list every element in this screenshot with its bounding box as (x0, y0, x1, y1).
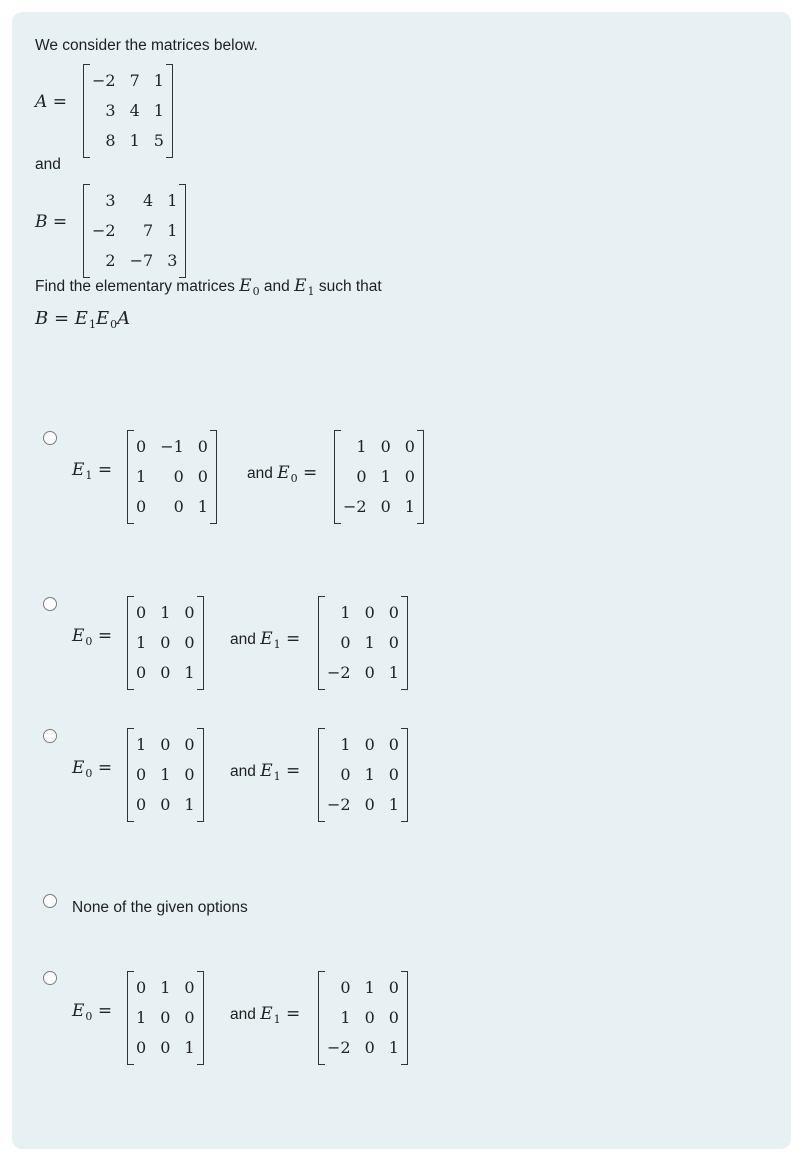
matrix-name: E (277, 463, 290, 483)
option-right-matrix (334, 430, 424, 524)
matrix-cell: 1 (356, 437, 367, 456)
matrix-cell: 0 (136, 765, 147, 784)
matrix-cell: 1 (153, 71, 164, 90)
and-text: and (230, 763, 256, 780)
option-right-matrix (318, 596, 408, 690)
matrix-cell: 1 (136, 633, 147, 652)
matrix-cell: 3 (105, 191, 116, 210)
and-text: and (230, 1006, 256, 1023)
matrix-name: E (260, 761, 273, 781)
option-radio-1[interactable] (43, 431, 57, 445)
matrix-cell: 1 (340, 1008, 351, 1027)
matrix-name: E (72, 626, 85, 646)
matrix-cell: −7 (129, 251, 154, 270)
matrix-a-label: A = (35, 92, 67, 112)
equals-sign: = (97, 758, 113, 778)
equation: $B = E_1E_0A$ (35, 308, 131, 331)
matrix-cell: 0 (160, 735, 171, 754)
option-right-matrix (318, 971, 408, 1065)
matrix-cell: 1 (136, 467, 147, 486)
matrix-cell: 0 (388, 603, 399, 622)
matrix-cell: 1 (364, 633, 375, 652)
matrix-cell: 0 (404, 437, 415, 456)
matrix-sub: 1 (273, 1013, 281, 1026)
matrix-sub: 1 (85, 469, 93, 482)
equals-sign: = (97, 460, 113, 480)
find-text: Find the elementary matrices $E_0$ and $E_1$ such that (35, 276, 382, 298)
matrix-cell: 0 (173, 497, 184, 516)
matrix-cell: 1 (340, 603, 351, 622)
matrix-cell: 0 (184, 735, 195, 754)
matrix-cell: 0 (184, 603, 195, 622)
matrix-name: E (72, 460, 85, 480)
option-left-matrix (127, 430, 217, 524)
matrix-cell: 0 (380, 437, 391, 456)
matrix-sub: 0 (290, 472, 298, 485)
matrix-sub: 0 (85, 1010, 93, 1023)
matrix-cell: 8 (105, 131, 116, 150)
matrix-cell: 0 (364, 663, 375, 682)
equals-sign: = (286, 1004, 301, 1024)
matrix-cell: 0 (340, 633, 351, 652)
matrix-cell: 1 (160, 765, 171, 784)
matrix-sub: 0 (85, 635, 93, 648)
option-radio-3[interactable] (43, 729, 57, 743)
matrix-cell: 0 (136, 663, 147, 682)
option-left-label (72, 460, 112, 480)
matrix-cell: 0 (197, 437, 208, 456)
matrix-a (83, 64, 173, 158)
matrix-cell: 0 (364, 1038, 375, 1057)
matrix-cell: 0 (136, 437, 147, 456)
matrix-cell: 0 (136, 795, 147, 814)
option-radio-5[interactable] (43, 971, 57, 985)
matrix-cell: 1 (364, 765, 375, 784)
matrix-cell: −1 (160, 437, 184, 456)
matrix-cell: 1 (197, 497, 208, 516)
matrix-cell: 0 (404, 467, 415, 486)
matrix-cell: 4 (143, 191, 154, 210)
and-text: and (35, 156, 61, 173)
option-left-label (72, 626, 112, 646)
matrix-cell: 0 (388, 765, 399, 784)
matrix-sub: 1 (273, 770, 281, 783)
option-left-matrix (127, 728, 204, 822)
matrix-cell: 0 (388, 735, 399, 754)
option-text-4[interactable]: None of the given options (72, 899, 248, 916)
option-left-matrix (127, 596, 204, 690)
matrix-cell: 2 (105, 251, 116, 270)
matrix-cell: 1 (160, 603, 171, 622)
matrix-cell: 0 (184, 1008, 195, 1027)
matrix-cell: 1 (184, 1038, 195, 1057)
matrix-cell: 1 (388, 663, 399, 682)
matrix-cell: 3 (167, 251, 178, 270)
matrix-name: E (260, 629, 273, 649)
matrix-cell: 0 (136, 603, 147, 622)
matrix-cell: 1 (380, 467, 391, 486)
option-connector (230, 1004, 300, 1024)
matrix-cell: 1 (388, 795, 399, 814)
matrix-cell: 0 (160, 663, 171, 682)
matrix-cell: 7 (129, 71, 140, 90)
matrix-cell: 1 (160, 978, 171, 997)
matrix-name: E (260, 1004, 273, 1024)
matrix-sub: 0 (85, 767, 93, 780)
matrix-cell: 0 (364, 1008, 375, 1027)
matrix-cell: 0 (160, 1038, 171, 1057)
matrix-cell: 0 (173, 467, 184, 486)
matrix-cell: 0 (136, 1038, 147, 1057)
matrix-cell: 1 (153, 101, 164, 120)
matrix-cell: 0 (197, 467, 208, 486)
matrix-cell: 0 (340, 978, 351, 997)
equals-sign: = (286, 761, 301, 781)
matrix-b-label: B = (35, 212, 68, 232)
equals-sign: = (97, 626, 113, 646)
option-left-matrix (127, 971, 204, 1065)
matrix-cell: 0 (136, 497, 147, 516)
matrix-name: E (72, 758, 85, 778)
matrix-cell: 1 (388, 1038, 399, 1057)
matrix-cell: 5 (153, 131, 164, 150)
equals-sign: = (303, 463, 318, 483)
matrix-sub: 1 (273, 638, 281, 651)
matrix-cell: 0 (160, 633, 171, 652)
matrix-cell: 0 (356, 467, 367, 486)
matrix-cell: 1 (129, 131, 140, 150)
matrix-cell: 3 (105, 101, 116, 120)
matrix-cell: 0 (364, 603, 375, 622)
matrix-cell: 4 (129, 101, 140, 120)
matrix-cell: 0 (184, 633, 195, 652)
matrix-cell: 0 (380, 497, 391, 516)
matrix-cell: 1 (340, 735, 351, 754)
intro-text: We consider the matrices below. (35, 37, 258, 54)
matrix-cell: 0 (364, 795, 375, 814)
matrix-cell: 1 (184, 795, 195, 814)
matrix-cell: 0 (160, 795, 171, 814)
option-right-matrix (318, 728, 408, 822)
and-text: and (230, 631, 256, 648)
matrix-cell: 1 (167, 221, 178, 240)
equals-sign: = (286, 629, 301, 649)
matrix-cell: 0 (388, 978, 399, 997)
matrix-cell: 0 (184, 765, 195, 784)
matrix-cell: −2 (92, 221, 116, 240)
matrix-cell: 0 (388, 1008, 399, 1027)
matrix-cell: 0 (388, 633, 399, 652)
matrix-cell: 1 (136, 1008, 147, 1027)
matrix-cell: 0 (184, 978, 195, 997)
matrix-cell: 1 (364, 978, 375, 997)
option-radio-2[interactable] (43, 597, 57, 611)
matrix-cell: 7 (143, 221, 154, 240)
and-text: and (247, 465, 273, 482)
matrix-cell: 0 (364, 735, 375, 754)
option-left-label (72, 1001, 112, 1021)
matrix-cell: −2 (343, 497, 367, 516)
matrix-cell: −2 (92, 71, 116, 90)
matrix-cell: −2 (327, 1038, 351, 1057)
option-connector (230, 761, 300, 781)
option-radio-4[interactable] (43, 894, 57, 908)
equals-sign: = (97, 1001, 113, 1021)
matrix-name: E (72, 1001, 85, 1021)
matrix-cell: 1 (184, 663, 195, 682)
matrix-cell: 0 (160, 1008, 171, 1027)
option-left-label (72, 758, 112, 778)
matrix-cell: 0 (340, 765, 351, 784)
matrix-cell: 1 (404, 497, 415, 516)
option-connector (230, 629, 300, 649)
matrix-cell: 1 (136, 735, 147, 754)
matrix-cell: −2 (327, 795, 351, 814)
option-connector (247, 463, 317, 483)
matrix-b (83, 184, 186, 278)
matrix-cell: 0 (136, 978, 147, 997)
matrix-cell: −2 (327, 663, 351, 682)
matrix-cell: 1 (167, 191, 178, 210)
